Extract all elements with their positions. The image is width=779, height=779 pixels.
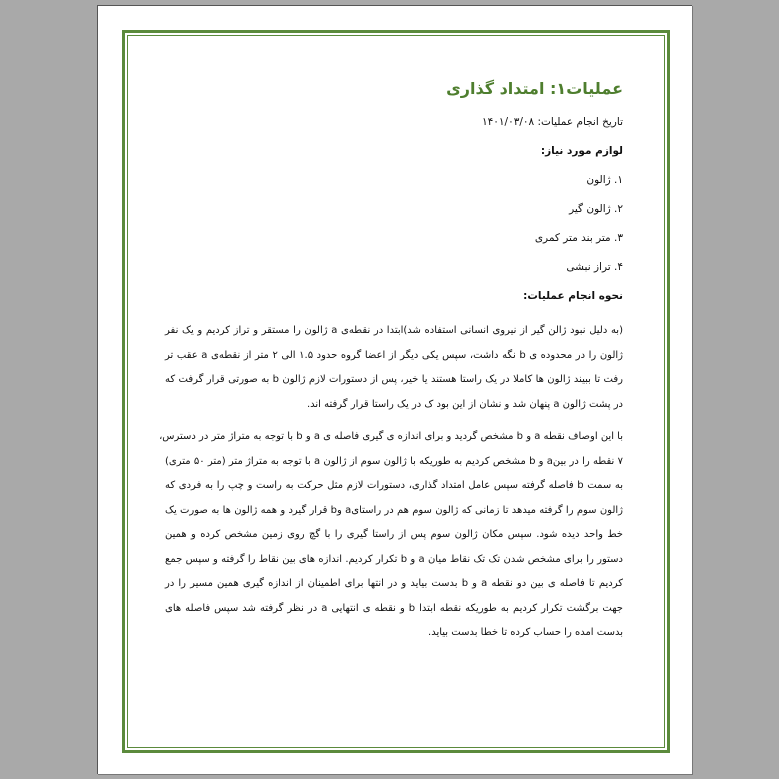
equipment-item: ۱. ژالون: [586, 174, 623, 186]
paragraph-line: ۷ نقطه را در بینa و b مشخص کردیم به طوریکه با ژالون سوم از ژالون a با توجه به متراژ متر (متر ۵۰ متری): [165, 455, 623, 467]
procedure-paragraph-2: [159, 425, 624, 646]
paragraph-line: در پشت ژالون a پنهان شد و نشان از این بود ک در یک راستا قرار گرفته اند.: [306, 398, 623, 410]
equipment-item: ۲. ژالون گیر: [569, 203, 623, 215]
document-content: [159, 79, 624, 646]
equipment-item: ۳. متر بند متر کمری: [534, 232, 623, 244]
paragraph-line: بدست امده را حساب کرده تا خطا بدست بیاید.: [428, 627, 623, 638]
paragraph-line: رفت تا ببیند ژالون ها کاملا در یک راستا هستند یا خیر، پس از دستورات لازم ژالون b به صورتی قرار گرفت که: [165, 374, 623, 385]
paragraph-line: به سمت b فاصله گرفته سپس عامل امتداد گذاری، دستورات لازم مثل حرکت به راست و چپ را به فردی که: [165, 480, 623, 491]
operation-date: تاریخ انجام عملیات: ۱۴۰۱/۰۳/۰۸: [481, 116, 623, 128]
document-page: [97, 5, 692, 774]
paragraph-line: کردیم تا فاصله ی بین دو نقطه a و b بدست بیاید و در انتها برای اطمینان از اندازه گیری همین مسیر را در: [165, 578, 623, 589]
paragraph-line: (به دلیل نبود ژالن گیر از نیروی انسانی استفاده شد)ابتدا در نقطه‌ی a ژالون را مستقر و تراز کردیم و یک نفر: [165, 325, 623, 336]
paragraph-line: ژالون سوم را گرفته میدهد تا زمانی که ژالون سوم هم در راستایa وb قرار گیرد و همه ژالون ها به صورت یک: [165, 504, 623, 516]
paragraph-line: خط واحد دیده شود. سپس مکان ژالون سوم پس از راستا گیری را با گچ روی زمین مشخص کرده و همین: [165, 529, 623, 540]
procedure-paragraph-1: [165, 319, 623, 417]
equipment-heading: لوازم مورد نیاز:: [540, 145, 623, 157]
document-title: عملیات۱: امتداد گذاری: [446, 79, 623, 98]
equipment-item: ۴. تراز نبشی: [566, 261, 623, 273]
paragraph-line: دستور را برای مشخص شدن تک تک نقاط میان a و b تکرار کردیم. اندازه های بین نقاط را گرفته و سپس جمع: [165, 553, 624, 565]
paragraph-line: جهت برگشت تکرار کردیم به طوریکه نقطه ابتدا b و نقطه ی انتهایی a در نظر گرفته شد سپس فاصله های: [165, 602, 623, 614]
procedure-heading: نحوه انجام عملیات:: [523, 290, 623, 302]
paragraph-line: ژالون را در محدوده ی b نگه داشت، سپس یکی دیگر از اعضا گروه حدود ۱.۵ الی ۲ متر از نقطه‌ی a عقب تر: [165, 349, 623, 361]
paragraph-line: با این اوصاف نقطه a و b مشخص گردید و برای اندازه ی گیری فاصله ی a و b با توجه به متراژ متر در دسترس،: [159, 431, 623, 442]
